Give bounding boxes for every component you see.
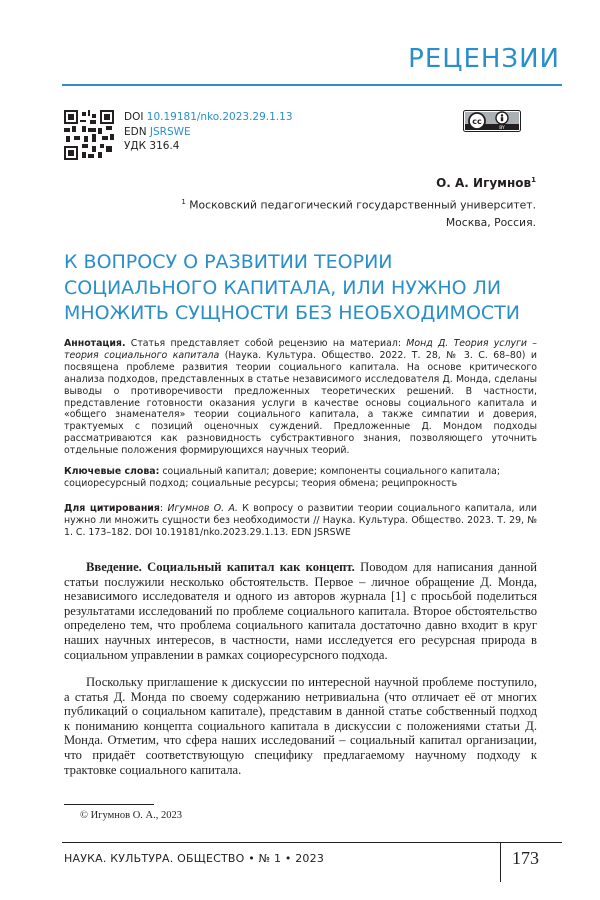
- cite-label: Для цитирования: [64, 503, 160, 514]
- article-identifiers: [124, 110, 293, 154]
- body-paragraph-1: [64, 560, 537, 662]
- abstract-label: Аннотация.: [64, 338, 126, 349]
- cc-by-icon: [463, 110, 521, 132]
- author-name: О. А. Игумнов$^1$: [436, 176, 536, 190]
- edn-label: EDN: [124, 125, 150, 138]
- doi-line: [124, 110, 293, 125]
- page-number: 173: [512, 848, 539, 868]
- abstract: [64, 338, 537, 457]
- body-paragraph-2: Поскольку приглашение к дискуссии по интересной научной проблеме поступило, а статья Д. Монда по своему содержанию нетривиальна (что отличает её от многих публикаций о социальном капитале), представим в данной статье собственный подход к пониманию концепта социального капитала в дискуссии с положениями статьи Д. Монда. Отметим, что сфера наших исследований – социальный капитал организации, что придаёт соответствующую специфику предлагаемому научному подходу к трактовке социального капитала.: [64, 675, 537, 777]
- keywords-text: социальный капитал; доверие; компоненты социального капитала; социоресурсный подход; социальные ресурсы; теория обмена; реципрокность: [64, 466, 501, 489]
- article-title: К ВОПРОСУ О РАЗВИТИИ ТЕОРИИ СОЦИАЛЬНОГО КАПИТАЛА, ИЛИ НУЖНО ЛИ МНОЖИТЬ СУЩНОСТИ БЕЗ НЕОБХОДИМОСТИ: [64, 251, 520, 324]
- keywords-label: Ключевые слова:: [64, 466, 160, 477]
- author-affiliation: [181, 194, 536, 231]
- license-label: BY: [499, 126, 505, 132]
- footer-divider: [500, 842, 501, 882]
- citation: Для цитирования: Игумнов О. А. К вопросу о развитии теории социального капитала, или нужно ли множить сущности без необходимости // Наука. Культура. Общество. 2023. Т. 29, № 1. С. 173–182. DOI 10.19181/nko.2023.29.1.13. EDN JSRSWE: [64, 503, 538, 538]
- abstract-text-b: (Наука. Культура. Общество. 2022. Т. 28, № 3. С. 68–80) и посвящена проблеме развития теории социального капитала. На основе критического анализа подходов, представленных в статье независимого исследователя Д. Монда, сделаны выводы о противоречивости предложенных теоретических решений. В частности, представление готовности оказания услуги в качестве основы социального капитала и «общего знаменателя» теории социального капитала, а также симпатии и доверия, трактуемых с позиций оценочных суждений. Предложенные Д. Мондом подходы рассматриваются как разновидность субстрактивного знания, позволяющего уточнить отдельные положения формирующихся научных теорий.: [64, 349, 537, 457]
- cite-text: К вопросу о развитии теории социального капитала, или нужно ли множить сущности без необходимости // Наука. Культура. Общество. 2023. Т. 29, № 1. С. 173–182. DOI 10.19181/nko.2023.29.1.13. EDN JSRSWE: [64, 503, 538, 538]
- edn-link[interactable]: JSRSWE: [149, 125, 191, 138]
- cite-author: Игумнов О. А.: [167, 503, 238, 514]
- header-rule: [62, 84, 562, 86]
- section-title: РЕЦЕНЗИИ: [408, 44, 560, 74]
- copyright: © Игумнов О. А., 2023: [80, 810, 182, 821]
- footnote-rule: [64, 804, 154, 805]
- keywords: [64, 466, 537, 490]
- affil-line-2: Москва, Россия.: [445, 215, 536, 229]
- abstract-ref: Монд Д. Теория услуги – теория социального капитала: [64, 338, 537, 361]
- author-sup: 1: [531, 176, 536, 184]
- para1-text: Поводом для написания данной статьи послужили несколько обстоятельств. Первое – личное обращение Д. Монда, независимого исследователя и одного из авторов журнала [1] с просьбой поделиться результатами исследований по проблеме социального капитала. Второе обстоятельство определено тем, что проблема социального капитала достаточно давно входит в круг наших научных интересов, в частности, нами исследуется его ресурсная природа в социальном управлении в рамках социоресурсного подхода.: [64, 560, 537, 662]
- svg-text:cc: cc: [472, 117, 482, 126]
- qr-code-icon: [64, 110, 114, 160]
- intro-heading: Введение. Социальный капитал как концепт.: [86, 560, 355, 574]
- udk-line: УДК 316.4: [124, 140, 180, 152]
- abstract-text-a: Статья представляет собой рецензию на материал:: [125, 338, 407, 349]
- affil-sup: 1: [181, 198, 186, 206]
- journal-name: НАУКА. КУЛЬТУРА. ОБЩЕСТВО • № 1 • 2023: [64, 852, 325, 865]
- footer-rule: [62, 842, 562, 843]
- affil-line-1: Московский педагогический государственный университет.: [189, 198, 536, 212]
- doi-label: DOI: [124, 111, 147, 123]
- doi-link[interactable]: 10.19181/nko.2023.29.1.13: [146, 111, 293, 123]
- edn-line: [124, 125, 293, 140]
